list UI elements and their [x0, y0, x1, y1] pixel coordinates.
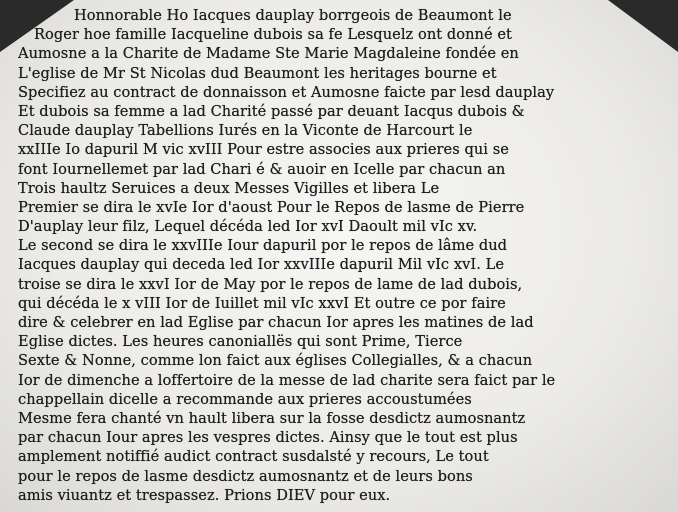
- inscription-line: Premier se dira le xvIe Ior d'aoust Pour le Repos de lasme de Pierre: [18, 198, 525, 216]
- inscription-line: Ior de dimenche a loffertoire de la messe de lad charite sera faict par le: [18, 371, 556, 389]
- inscription-line: troise se dira le xxvI Ior de May por le repos de lame de lad dubois,: [18, 275, 523, 293]
- inscription-line: Specifiez au contract de donnaisson et Aumosne faicte par lesd dauplay: [18, 83, 555, 101]
- inscription-line: xxIIIe Io dapuril M vic xvIII Pour estre associes aux prieres qui se: [18, 141, 509, 159]
- inscription-line: qui décéda le x vIII Ior de Iuillet mil vIc xxvI Et outre ce por faire: [18, 294, 506, 312]
- inscription-line: amplement notiffié audict contract susdalsté y recours, Le tout: [18, 448, 489, 466]
- inscription-line: Iacques dauplay qui deceda led Ior xxvIIIe dapuril Mil vIc xvI. Le: [18, 256, 505, 274]
- inscription-line: L'eglise de Mr St Nicolas dud Beaumont les heritages bourne et: [18, 64, 497, 82]
- inscription-line: Aumosne a la Charite de Madame Ste Marie Magdaleine fondée en: [18, 45, 519, 63]
- inscription-text: [18, 6, 666, 505]
- inscription-line: chappellain dicelle a recommande aux prieres accoustumées: [18, 390, 472, 408]
- inscription-line: Le second se dira le xxvIIIe Iour dapuril por le repos de lâme dud: [18, 237, 508, 255]
- inscription-line: font Iournellemet par lad Chari é & auoir en Icelle par chacun an: [18, 160, 506, 178]
- inscription-line: amis viuantz et trespassez. Prions DIEV pour eux.: [18, 486, 391, 504]
- inscription-line: dire & celebrer en lad Eglise par chacun Ior apres les matines de lad: [18, 314, 534, 331]
- inscription-line: Roger hoe famille Iacqueline dubois sa fe Lesquelz ont donné et: [34, 26, 512, 44]
- inscription-line: Claude dauplay Tabellions Iurés en la Viconte de Harcourt le: [18, 122, 473, 140]
- inscription-line: pour le repos de lasme desdictz aumosnantz et de leurs bons: [18, 467, 473, 485]
- inscription-line: D'auplay leur filz, Lequel décéda led Ior xvI Daoult mil vIc xv.: [18, 218, 478, 236]
- inscription-line: Trois haultz Seruices a deux Messes Vigilles et libera Le: [18, 179, 440, 197]
- inscription-line: Sexte & Nonne, comme lon faict aux églises Collegialles, & a chacun: [18, 352, 533, 370]
- inscription-line: par chacun Iour apres les vespres dictes. Ainsy que le tout est plus: [18, 429, 518, 447]
- inscription-line: Honnorable Ho Iacques dauplay borrgeois de Beaumont le: [74, 7, 512, 24]
- inscription-line: Mesme fera chanté vn hault libera sur la fosse desdictz aumosnantz: [18, 409, 526, 427]
- inscription-line: Eglise dictes. Les heures canoniallës qui sont Prime, Tierce: [18, 333, 463, 351]
- inscription-line: Et dubois sa femme a lad Charité passé par deuant Iacqus dubois &: [18, 102, 525, 120]
